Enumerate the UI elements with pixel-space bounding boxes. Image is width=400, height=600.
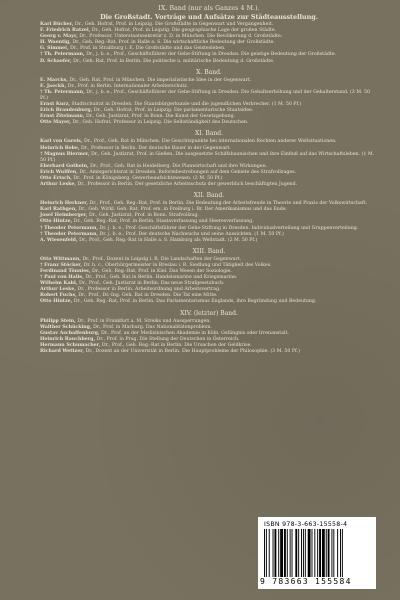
entry-author: † Th. Petermann,: [40, 89, 85, 95]
volume-entries: [40, 22, 378, 65]
barcode-bar: [295, 529, 297, 577]
barcode-bar: [287, 529, 288, 577]
barcode-bar: [273, 529, 274, 577]
barcode-bar: [337, 529, 338, 577]
entry-author: Ernst Zitelmann,: [40, 114, 85, 120]
barcode-bar: [290, 529, 291, 577]
entry-author: Otto Wittmann,: [40, 256, 81, 262]
entry-author: Heinrich Rauchberg,: [40, 336, 96, 342]
barcode-bar: [342, 529, 343, 577]
barcode-bar: [317, 529, 318, 577]
entry-author: Heinrich Rebe,: [40, 145, 80, 151]
ean-digits: 9 783663 155584: [260, 577, 352, 586]
barcode-bar: [331, 529, 332, 577]
entry-author: Karl Rathgen,: [40, 207, 77, 213]
barcode-bar: [322, 529, 325, 577]
entry-author: Georg v. Mayr,: [40, 34, 78, 40]
volume-list: [40, 22, 378, 355]
entry-text: Dr., Prof. in Königsberg. Gewerbeaufsichtswesen. (2 M. 50 Pf.): [73, 175, 223, 181]
entry-text: Dr., Professor in Berlin. Arbeitsordnung und Arbeitsvertrag.: [77, 287, 221, 293]
barcode-bar: [292, 529, 293, 577]
entry-author: † Franz Stöcker,: [40, 262, 83, 268]
entry-text: Dr., Geh. Hofrat, Professor in Leipzig. Die Selbständigkeit des Deutschen.: [72, 120, 249, 126]
entry-text: Dr., Geh. Reg.-Rat, Prof. in Kiel. Das Wesen der Soziologie.: [91, 269, 232, 274]
entry-author: Otto Mayer,: [40, 120, 71, 126]
volume-entries: [40, 257, 378, 306]
entry-author: E. Jaeckh,: [40, 83, 67, 89]
catalog-entry: [40, 152, 378, 164]
volume-title: XII. Band.: [193, 192, 225, 200]
entry-text: Dr., Professor in Berlin. Der deutsche Bauer in der Gegenwart.: [81, 145, 231, 151]
entry-text: Dr., Geh. Wirkl. Geh. Rat, Prof. em. in Freiburg i. Br. Der Amerikanismus und das Ende.: [78, 207, 288, 213]
catalog-entry: [40, 120, 378, 126]
barcode-bar: [274, 529, 276, 577]
entry-text: Dr., Prof., Geh. Rat in München. Die Gesichtspunkte bei internationalen Rechten anderer Weltsituationen.: [83, 139, 337, 145]
entry-text: Dr., Geh. Hofrat, Prof. in Leipzig. Die Großstädte in Gegenwart und Vergangenheit.: [74, 22, 274, 27]
entry-author: Gustav Aschaffenburg,: [40, 330, 100, 336]
catalog-entry: [40, 349, 378, 355]
catalog-entry: [40, 90, 378, 102]
entry-author: Josef Heimberger,: [40, 213, 88, 219]
entry-text: Dr., Geh. Rat, Prof. in Berlin. Die politische u. militärische Bedeutung d. Großstädte.: [73, 58, 275, 64]
volume-title: XIII. Band.: [192, 247, 226, 255]
entry-author: D. Schaefer,: [40, 58, 72, 64]
catalog-entry: [40, 299, 378, 305]
entry-author: G. Simmel,: [40, 46, 69, 52]
entry-text: Dr., Prof. in Prag. Die Stellung der Deutschen in Österreich.: [96, 336, 240, 342]
entry-author: Erich Wulffen,: [40, 169, 78, 175]
entry-author: Karl von Gareis,: [40, 139, 83, 145]
entry-text: Dr., j. b. e., Prof., Geschäftsführer der Gehe-Stiftung in Dresden. Die Gehaltserhöhung und der Gehalterstand. (3 M. 50 Pf.): [40, 89, 371, 101]
entry-author: Philipp Stein,: [40, 318, 76, 324]
entry-text: Dr., Geh. Justizrat, Prof. in Bonn. Strafvollzug.: [89, 213, 199, 219]
band-ix-title: IX. Band (nur als Ganzes 4 M.).: [158, 5, 260, 12]
entry-text: Dr., Professor in Berlin. Der gesetzliche Arbeitsschutz der gewerblich beschäftigten Jugend.: [77, 182, 298, 188]
entry-author: Ferdinand Tönnies,: [40, 269, 91, 274]
entry-author: Robert Fuchs,: [40, 293, 77, 299]
entry-text: Dr., Amtsgerichtsrat in Dresden. Reformbestrebungen auf dem Gebiete des Strafvollzuges.: [79, 169, 297, 175]
entry-author: Otto Hintze,: [40, 219, 73, 225]
volume-title: XIV. (letzter) Band.: [180, 309, 238, 317]
entry-author: Arthur Leske,: [40, 287, 76, 293]
entry-text: Dr., Prof. in Frankfurt a. M. Streiks und Aussperrungen.: [77, 318, 211, 324]
volume-title: XI. Band.: [194, 130, 224, 138]
barcode-bar: [280, 529, 283, 577]
barcode-bar: [308, 529, 311, 577]
entry-text: Dr., Geh. Hofrat, Prof. in Leipzig. Die parlamentarische Staatsidee.: [93, 108, 254, 114]
entry-author: Eberhard Gothein,: [40, 163, 89, 169]
entry-author: Wilhelm Kahl,: [40, 281, 78, 287]
barcode-bar: [278, 529, 279, 577]
barcode-bar: [328, 529, 330, 577]
series-catalog: [40, 5, 378, 355]
barcode-bar: [340, 529, 341, 577]
volume-title: X. Band.: [196, 68, 222, 76]
entry-author: † Magnus Biermer,: [40, 151, 90, 157]
entry-text: Dr., Geh. Rat, Prof. in München. Die imperialistische Idee in der Gegenwart.: [69, 77, 252, 83]
entry-text: Dr. j. b. e., Prof. Der deutsche Nachwuchs und seine Aussichten. (1 M. 50 Pf.): [99, 231, 284, 237]
entry-text: Dr., Prof., Geh. Reg.-Rat in Berlin. Die Ursachen der Geldkrise.: [101, 342, 252, 348]
entry-author: Ernst Kurz,: [40, 102, 71, 108]
entry-text: Dr., Geh. Reg.-Rat, Prof. in Berlin. Staatsverfassung und Heeresverfassung.: [73, 219, 254, 225]
entry-author: Erich Brandenburg,: [40, 108, 93, 114]
barcode-bar: [305, 529, 306, 577]
entry-text: Dr., Prof., Geh. Rat in Berlin. Handelsmarine und Kriegsmarine.: [85, 275, 238, 281]
entry-author: E. Marcks,: [40, 77, 68, 83]
entry-text: Dr., Prof. an der Medizinischen Akademie in Köln. Gefängnis oder Irrenanstalt.: [101, 330, 289, 336]
barcode-bar: [264, 529, 265, 577]
entry-author: Heinrich Herkner,: [40, 201, 89, 207]
entry-text: Dr., Geh. Reg.-Rat, Prof. in Halle a. S. Die wirtschaftliche Bedeutung der Großstädte.: [72, 40, 275, 46]
entry-text: Dr. j. b. e., Prof. Geschäftsführer der Gehe-Stiftung in Dresden. Individualverteilung und Gruppenverteilung.: [99, 225, 359, 231]
catalog-entry: [40, 238, 378, 244]
entry-text: Dr., Geh. Hofrat, Prof. in Leipzig. Die geographische Lage der großen Städte.: [91, 28, 277, 34]
entry-author: F. Friedrich Ratzel,: [40, 28, 91, 34]
entry-author: H. Waentig,: [40, 40, 71, 46]
isbn-barcode: [258, 517, 376, 589]
barcode-bar: [319, 529, 321, 577]
barcode-bar: [312, 529, 313, 577]
barcode-bar: [333, 529, 334, 577]
volume-entries: [40, 139, 378, 188]
entry-author: Otto Ertsch,: [40, 175, 72, 181]
entry-text: Stadtschulrat in Dresden. Die Staatsbürgerkunde und die jugendlichen Verbrecher. (1 M. 50 Pf.): [71, 102, 302, 108]
entry-text: Dr., Prof. in Berlin. Internationaler Arbeiterschutz.: [67, 83, 189, 89]
entry-text: Dr. h. c., Oberbürgermeister in Breslau i. R. Siedlung und Tätigkeit des Volkes.: [83, 262, 272, 268]
barcode-bar: [269, 529, 270, 577]
band-ix-subtitle: Die Großstadt. Vorträge und Aufsätze zur Städteausstellung.: [100, 13, 318, 21]
volume-entries: [40, 319, 378, 356]
entry-text: Dr., j. b. e., Prof., Geschäftsführer der Gehe-Stiftung in Dresden. Die geistige Bedeutung der Großstädte.: [86, 52, 337, 58]
volume-entries: [40, 78, 378, 127]
barcode-bar: [314, 529, 315, 577]
entry-author: Otto Hintze,: [40, 299, 73, 305]
catalog-entry: [40, 59, 378, 65]
isbn-label: ISBN 978-3-663-15558-4: [264, 521, 348, 528]
entry-author: Hermann Schumacher,: [40, 342, 101, 348]
entry-text: Dr., Prof., Geh. Reg.-Rat in Halle a. S. Hamburg als Weltstadt. (2 M. 50 Pf.): [79, 237, 258, 243]
barcode-bar: [298, 529, 299, 577]
catalog-entry: [40, 182, 378, 188]
entry-author: A. Wiesenfeld,: [40, 237, 78, 243]
entry-author: Walther Schücking,: [40, 324, 92, 330]
barcode-bar: [284, 529, 286, 577]
entry-text: Dr., Dozent an der Universität in Berlin. Die Hauptprobleme der Philosophie. (3 M. 50 Pf.): [85, 349, 300, 355]
entry-text: Dr., Geh. Justizrat, Prof. in Bonn. Die Kunst der Gesetzgebung.: [85, 114, 236, 120]
barcode-bar: [266, 529, 267, 577]
barcode-bar: [301, 529, 302, 577]
entry-text: Dr., Professor, Unterstaatssekretär z. D. in München. Die Bevölkerung d. Großstädte.: [79, 34, 283, 40]
entry-text: Dr., Prof. in Marburg. Das Nationalitätenproblem.: [93, 324, 212, 330]
entry-author: Karl Bücher,: [40, 22, 74, 27]
entry-author: Richard Wettzer,: [40, 349, 84, 355]
volume-entries: [40, 201, 378, 244]
barcode-bar: [326, 529, 327, 577]
entry-text: Dr., Prof., Geh. Justizrat in Berlin. Das neue Strafgesetzbuch.: [78, 281, 225, 287]
entry-author: † Theodor Petermann,: [40, 231, 99, 237]
entry-text: Dr., Prof., Dr.-Ing. Geh. Rat in Dresden. Die Tat eine Mitte.: [78, 293, 218, 299]
entry-text: Dr., Geh. Reg.-Rat, Prof. in Berlin. Das Parlamentarismus Englands, ihre Begründung und Bedeutung.: [73, 299, 317, 305]
entry-author: † Paul von Halle,: [40, 275, 84, 281]
entry-text: Dr., Prof., Geh. Reg.-Rat, Prof. in Berlin. Die Bedeutung der Arbeitsfreude in Theorie und Praxis der Volkswirtschaft.: [89, 201, 367, 207]
entry-author: Arthur Leske,: [40, 182, 76, 188]
entry-author: † Th. Petermann,: [40, 52, 85, 58]
entry-text: Dr., Prof., Geh. Rat in Heidelberg. Die Planwirtschaft und ihre Wirkungen.: [90, 163, 268, 169]
barcode-bars: [264, 529, 370, 577]
entry-text: Dr., Prof., Dozent in Leipzig i. R. Die Landschaften der Gegenwart.: [82, 256, 242, 262]
barcode-bar: [303, 529, 304, 577]
entry-text: Dr., Prof. in Straßburg i. E. Die Großstädte und das Geistesleben.: [70, 46, 226, 52]
entry-text: Dr., Geh. Justizrat, Prof. in Gießen. Die ausgesetzte Schiffsbaunischen und ihre Einfluß auf das Wirtschaftsleben. (1 M. 50 Pf.): [40, 151, 375, 163]
entry-author: † Theodor Petermann,: [40, 225, 99, 231]
